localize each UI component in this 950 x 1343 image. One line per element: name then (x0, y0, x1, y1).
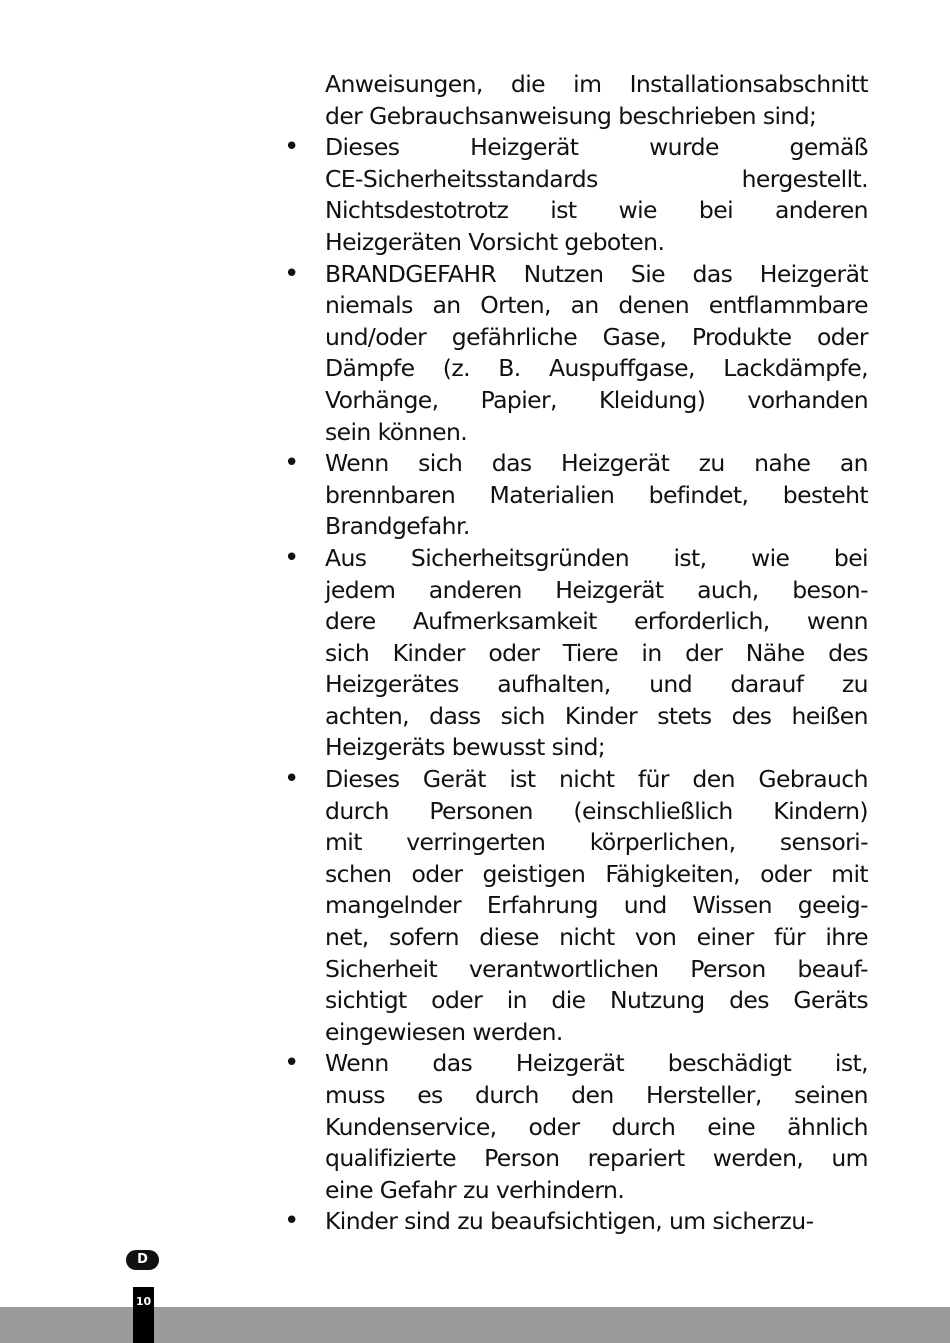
text-line (284, 638, 868, 670)
word: anderen (428, 575, 522, 604)
text-line (284, 764, 868, 796)
word: Lackdämpfe, (723, 354, 868, 383)
text-line (284, 1080, 868, 1112)
word: mit (325, 828, 362, 857)
word: entflammbare (708, 291, 868, 320)
word: repariert (587, 1144, 685, 1173)
paragraph (284, 448, 868, 543)
line-text: Heizgeräts bewusst sind; (325, 733, 606, 762)
word: Aus (325, 543, 367, 572)
text-line (284, 669, 868, 701)
word: bei (833, 543, 868, 572)
word: muss (325, 1081, 385, 1109)
paragraph (284, 1206, 868, 1238)
word: wurde (649, 133, 719, 162)
bullet-icon: • (284, 1206, 299, 1237)
line-text: eine Gefahr zu verhindern. (325, 1175, 625, 1204)
text-line (284, 417, 868, 449)
word: die (510, 70, 546, 98)
text-line (284, 227, 868, 259)
word: verantwortlichen (468, 954, 659, 983)
word: oder (816, 322, 868, 351)
word: beauf- (797, 954, 868, 983)
word: in (506, 986, 527, 1015)
word: denen (618, 291, 690, 320)
word: mit (831, 859, 868, 888)
text-line (284, 101, 868, 133)
word: nicht (558, 765, 615, 794)
text-line (284, 259, 868, 291)
word: und/oder (325, 322, 427, 351)
word: Gerät (422, 765, 486, 794)
word: Orten, (480, 291, 551, 320)
bullet-icon: • (284, 542, 299, 573)
word: Fähigkeiten, (605, 859, 741, 888)
line-text: sein können. (325, 417, 468, 446)
word: darauf (730, 670, 804, 699)
word: oder (431, 986, 483, 1015)
word: Wenn (325, 449, 389, 478)
word: nicht (559, 923, 615, 952)
word: CE-Sicherheitsstandards (325, 164, 598, 193)
word: und (649, 670, 693, 699)
bullet-icon: • (284, 764, 299, 795)
word: sensori- (779, 828, 868, 857)
word: körperlichen, (589, 828, 736, 857)
paragraph (284, 543, 868, 764)
line-text: Heizgeräten Vorsicht geboten. (325, 227, 665, 256)
word: Nutzen (523, 259, 604, 288)
word: gemäß (789, 133, 868, 162)
word: beson- (792, 575, 868, 604)
word: Kindern) (773, 796, 868, 825)
text-line (284, 480, 868, 512)
word: des (731, 701, 772, 730)
word: schen (325, 859, 392, 888)
text-line (284, 859, 868, 891)
word: nahe (754, 449, 811, 478)
word: den (692, 765, 735, 794)
word: und (623, 891, 667, 920)
word: in (641, 638, 662, 667)
word: niemals (325, 291, 413, 320)
word: ist (509, 765, 536, 794)
word: Sie (630, 259, 666, 288)
word: Anweisungen, (325, 70, 483, 98)
word: erforderlich, (634, 607, 770, 636)
word: Gebrauch (758, 765, 868, 794)
word: brennbaren (325, 480, 456, 509)
word: wenn (806, 607, 868, 636)
word: durch (325, 796, 389, 825)
word: geistigen (482, 859, 586, 888)
word: anderen (775, 196, 868, 225)
word: Tiere (562, 638, 618, 667)
paragraph (284, 764, 868, 1048)
word: geeig- (797, 891, 868, 920)
word: Person (690, 954, 766, 983)
word: ist (550, 196, 577, 225)
paragraph (284, 69, 868, 132)
word: durch (611, 1112, 676, 1141)
word: sich (500, 701, 545, 730)
word: ist, (834, 1049, 868, 1078)
word: sichtigt (325, 986, 407, 1015)
paragraph (284, 132, 868, 258)
word: Kinder (564, 701, 638, 730)
word: oder (488, 638, 540, 667)
text-line (284, 575, 868, 607)
word: Produkte (691, 322, 792, 351)
word: zu (698, 449, 725, 478)
word: Sicherheitsgründen (410, 543, 630, 572)
text-line (284, 606, 868, 638)
text-line (284, 543, 868, 575)
word: auch, (697, 575, 759, 604)
word: Installationsabschnitt (629, 70, 868, 98)
word: im (573, 70, 602, 98)
word: es (417, 1081, 443, 1109)
text-line (284, 1017, 868, 1049)
word: Geräts (793, 986, 868, 1015)
text-line (284, 1143, 868, 1175)
word: Kleidung) (599, 385, 706, 414)
word: Dieses (325, 765, 400, 794)
word: Heizgerät (515, 1049, 625, 1078)
word: zu (841, 670, 868, 699)
text-line (284, 1112, 868, 1144)
line-text: der Gebrauchsanweisung beschrieben sind; (325, 101, 817, 130)
text-line (284, 1206, 868, 1238)
word: sich (325, 638, 370, 667)
word: heißen (791, 701, 868, 730)
paragraph (284, 1048, 868, 1206)
word: Aufmerksamkeit (412, 607, 597, 636)
text-line (284, 385, 868, 417)
text-line (284, 890, 868, 922)
word: Hersteller, (645, 1081, 762, 1109)
text-line (284, 827, 868, 859)
word: BRANDGEFAHR (325, 259, 497, 288)
word: werden, (712, 1144, 804, 1173)
line-text: eingewiesen werden. (325, 1017, 563, 1046)
word: dere (325, 607, 376, 636)
word: oder (528, 1112, 580, 1141)
word: (z. (442, 354, 470, 383)
word: an (839, 449, 868, 478)
word: Heizgerät (759, 259, 868, 288)
word: sich (418, 449, 463, 478)
word: Papier, (480, 385, 557, 414)
word: verringerten (406, 828, 546, 857)
text-line (284, 954, 868, 986)
line-text: Brandgefahr. (325, 512, 470, 541)
word: des (729, 986, 769, 1015)
bullet-icon: • (284, 448, 299, 479)
word: dass (429, 701, 481, 730)
word: Wissen (692, 891, 772, 920)
paragraph (284, 259, 868, 449)
word: Dieses (325, 133, 400, 162)
text-line (284, 322, 868, 354)
word: (einschließlich (573, 796, 733, 825)
word: Dämpfe (325, 354, 415, 383)
word: bei (698, 196, 733, 225)
word: Vorhänge, (325, 385, 439, 414)
word: wie (751, 543, 790, 572)
bullet-icon: • (284, 258, 299, 289)
word: ihre (825, 923, 868, 952)
word: wie (618, 196, 657, 225)
word: qualifizierte (325, 1144, 456, 1173)
word: Heizgerät (470, 133, 579, 162)
word: oder (411, 859, 463, 888)
word: Heizgerät (560, 449, 670, 478)
word: durch (475, 1081, 539, 1109)
page-number: 10 (133, 1287, 154, 1343)
word: an (570, 291, 599, 320)
word: Personen (429, 796, 533, 825)
text-line (284, 353, 868, 385)
word: eine (707, 1112, 756, 1141)
bullet-icon: • (284, 132, 299, 163)
text-line (284, 132, 868, 164)
word: jedem (325, 575, 396, 604)
word: das (491, 449, 532, 478)
word: beschädigt (667, 1049, 792, 1078)
word: von (634, 923, 677, 952)
word: Heizgerät (555, 575, 664, 604)
text-line (284, 701, 868, 733)
word: für (637, 765, 669, 794)
word: Nähe (745, 638, 805, 667)
word: die (551, 986, 586, 1015)
word: für (773, 923, 806, 952)
word: den (571, 1081, 614, 1109)
text-line (284, 796, 868, 828)
word: Heizgerätes (325, 670, 459, 699)
word: an (432, 291, 461, 320)
text-line (284, 985, 868, 1017)
word: Nutzung (610, 986, 705, 1015)
word: Kundenservice, (325, 1112, 497, 1141)
word: Person (484, 1144, 560, 1173)
word: oder (760, 859, 812, 888)
bullet-icon: • (284, 1048, 299, 1079)
text-line (284, 922, 868, 954)
word: Sicherheit (325, 954, 438, 983)
text-line (284, 511, 868, 543)
word: net, (325, 923, 369, 952)
word: besteht (782, 480, 868, 509)
word: Nichtsdestotrotz (325, 196, 509, 225)
word: befindet, (648, 480, 749, 509)
word: um (831, 1144, 868, 1173)
word: diese (479, 923, 539, 952)
word: Gase, (602, 322, 667, 351)
word: mangelnder (325, 891, 462, 920)
word: Auspuffgase, (549, 354, 695, 383)
line-text: Kinder sind zu beaufsichtigen, um sicherzu- (325, 1207, 814, 1236)
language-badge: D (126, 1250, 159, 1270)
word: einer (696, 923, 754, 952)
word: gefährliche (451, 322, 578, 351)
word: Erfahrung (486, 891, 598, 920)
word: ähnlich (787, 1112, 868, 1141)
instructions-text (284, 69, 868, 1238)
text-line (284, 195, 868, 227)
text-line (284, 290, 868, 322)
word: seinen (794, 1081, 868, 1109)
text-line (284, 448, 868, 480)
word: sofern (388, 923, 459, 952)
word: Materialien (489, 480, 615, 509)
text-line (284, 1048, 868, 1080)
word: das (692, 259, 733, 288)
word: achten, (325, 701, 410, 730)
word: der (685, 638, 723, 667)
word: Kinder (392, 638, 465, 667)
word: hergestellt. (741, 164, 868, 193)
word: vorhanden (747, 385, 868, 414)
word: des (828, 638, 868, 667)
word: Wenn (325, 1049, 389, 1078)
word: stets (657, 701, 712, 730)
text-line (284, 732, 868, 764)
text-line (284, 69, 868, 101)
word: B. (498, 354, 521, 383)
text-line (284, 164, 868, 196)
word: aufhalten, (497, 670, 611, 699)
text-line (284, 1175, 868, 1207)
word: das (432, 1049, 473, 1078)
word: ist, (673, 543, 707, 572)
